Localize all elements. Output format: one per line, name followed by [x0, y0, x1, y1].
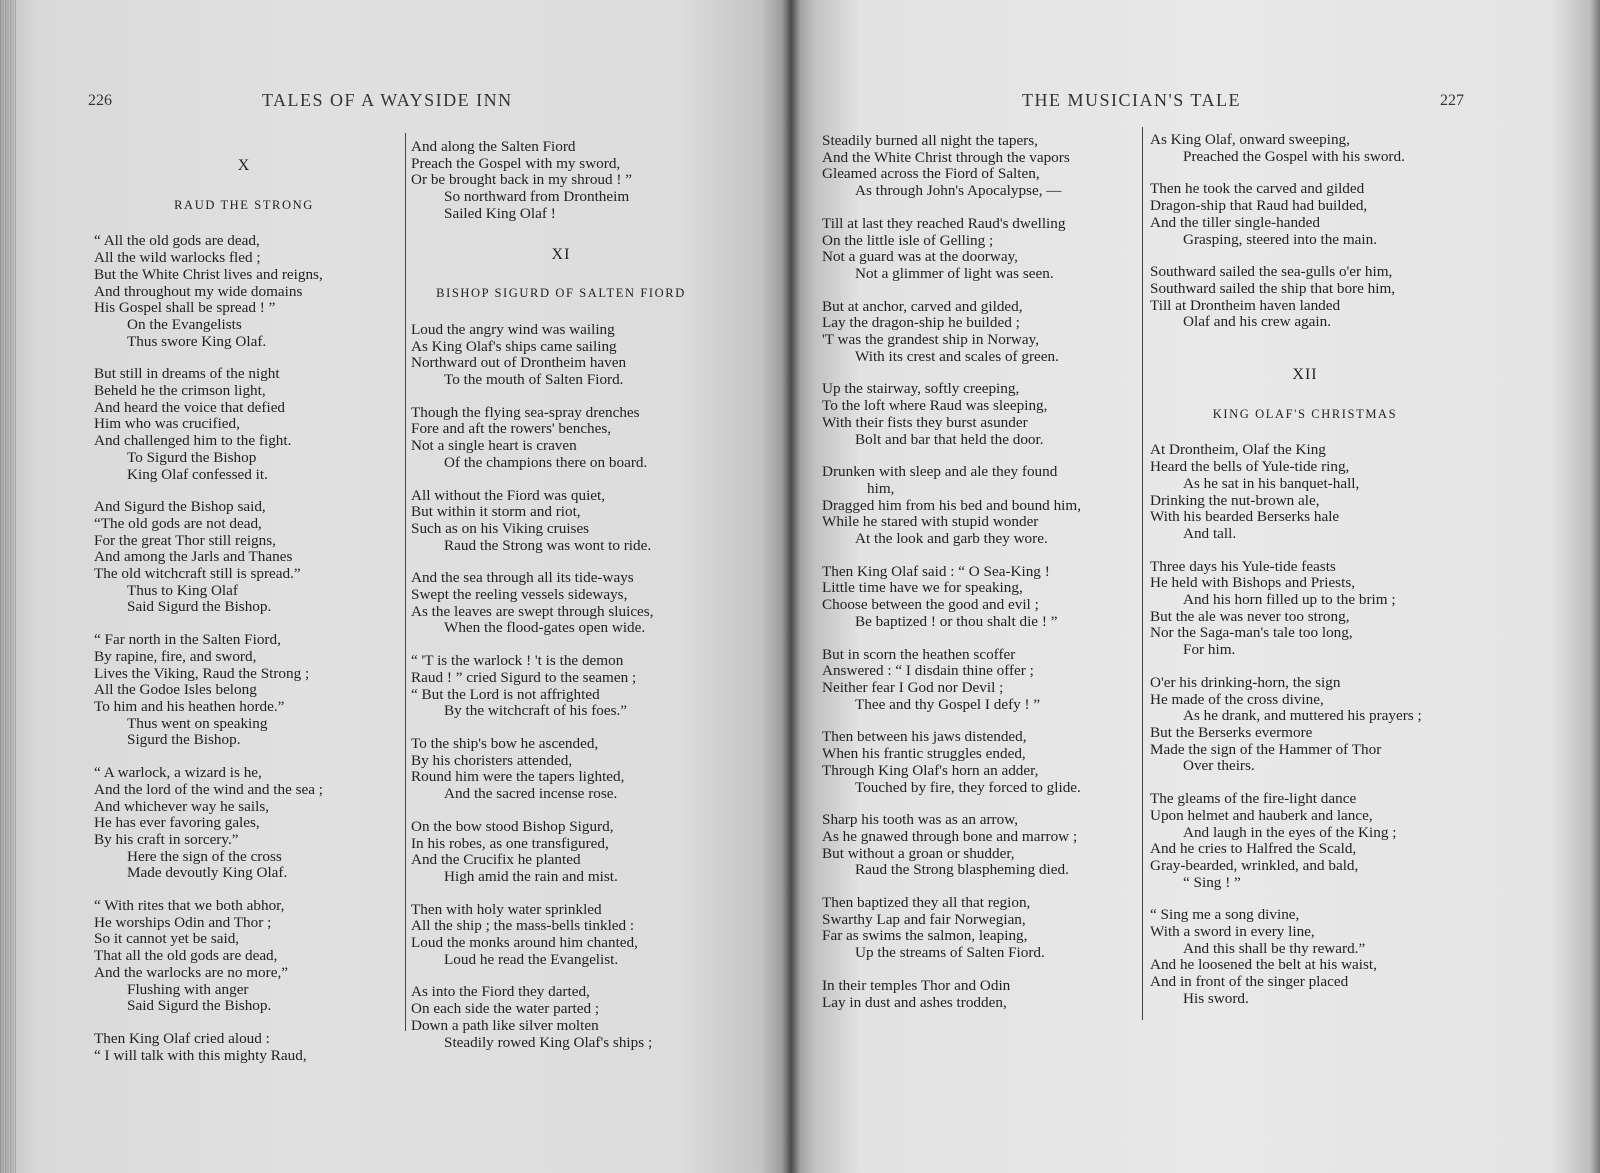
verse-line: As King Olaf's ships came sailing — [411, 337, 617, 355]
stanza — [411, 570, 711, 637]
verse-line: To the ship's bow he ascended, — [411, 734, 599, 752]
verse-line: And the sea through all its tide-ways — [411, 569, 634, 587]
verse-line: As into the Fiord they darted, — [411, 983, 590, 1001]
verse-line: Bolt and bar that held the door. — [855, 430, 1044, 448]
verse-line: Or be brought back in my shroud ! ” — [411, 171, 633, 189]
verse-line: Far as swims the salmon, leaping, — [822, 927, 1028, 945]
verse-line: The old witchcraft still is spread.” — [94, 565, 301, 583]
page-edges — [0, 0, 16, 1173]
verse-line: Then with holy water sprinkled — [411, 900, 602, 918]
verse-line: Neither fear I God nor Devil ; — [822, 678, 1004, 696]
verse-line: His sword. — [1183, 989, 1249, 1007]
stanza — [1150, 791, 1460, 891]
verse-line: By the witchcraft of his foes.” — [444, 702, 628, 720]
verse-line: And tall. — [1183, 524, 1237, 542]
verse-line: And challenged him to the fight. — [94, 432, 292, 450]
stanza — [1150, 264, 1460, 331]
stanza — [94, 233, 394, 350]
verse-line: Said Sigurd the Bishop. — [127, 997, 272, 1015]
stanza — [94, 1031, 394, 1064]
verse-line: Preach the Gospel with my sword, — [411, 154, 621, 172]
verse-line: Three days his Yule-tide feasts — [1150, 557, 1336, 575]
stanza — [94, 499, 394, 616]
verse-line: But the White Christ lives and reigns, — [94, 265, 323, 283]
verse-line: Thus to King Olaf — [127, 581, 238, 599]
verse-line: Gray-bearded, wrinkled, and bald, — [1150, 856, 1359, 874]
verse-line: To the mouth of Salten Fiord. — [444, 371, 624, 389]
verse-line: And the sacred incense rose. — [444, 785, 618, 803]
verse-line: And whichever way he sails, — [94, 797, 270, 815]
verse-line: By rapine, fire, and sword, — [94, 647, 257, 665]
verse-line: To Sigurd the Bishop — [127, 448, 257, 466]
verse-line: “ Far north in the Salten Fiord, — [94, 631, 281, 649]
right-column-rule — [1142, 127, 1143, 1020]
verse-line: And the tiller single-handed — [1150, 213, 1320, 231]
verse-line: And along the Salten Fiord — [411, 138, 576, 155]
verse-line: Thus swore King Olaf. — [127, 332, 267, 350]
verse-line: Made devoutly King Olaf. — [127, 864, 288, 882]
verse-line: Choose between the good and evil ; — [822, 596, 1039, 614]
section-title-king-olafs-christmas: KING OLAF'S CHRISTMAS — [1212, 406, 1398, 421]
stanza — [411, 488, 711, 555]
verse-line: He worships Odin and Thor ; — [94, 913, 272, 931]
verse-line: And this shall be thy reward.” — [1183, 939, 1366, 957]
verse-line: To him and his heathen horde.” — [94, 697, 285, 715]
section-numeral-xi: XI — [551, 245, 571, 263]
verse-line: High amid the rain and mist. — [444, 867, 618, 885]
stanza — [1150, 559, 1460, 659]
verse-line: Not a guard was at the doorway, — [822, 248, 1018, 266]
verse-line: Southward sailed the ship that bore him, — [1150, 279, 1396, 297]
verse-line: On each side the water parted ; — [411, 1000, 600, 1018]
right-column-1 — [822, 133, 1142, 1027]
verse-line: So it cannot yet be said, — [94, 930, 240, 948]
stanza — [822, 216, 1142, 283]
verse-line: Made the sign of the Hammer of Thor — [1150, 740, 1382, 758]
verse-line: With a sword in every line, — [1150, 923, 1315, 941]
verse-line: And the Crucifix he planted — [411, 851, 581, 869]
verse-line: Touched by fire, they forced to glide. — [855, 778, 1081, 796]
stanza — [822, 895, 1142, 962]
left-page — [0, 0, 790, 1173]
verse-line: “ I will talk with this mighty Raud, — [94, 1046, 307, 1064]
verse-line: As through John's Apocalypse, — — [855, 182, 1062, 200]
verse-line: As he gnawed through bone and marrow ; — [822, 827, 1078, 845]
verse-line: Then between his jaws distended, — [822, 728, 1027, 746]
verse-line: With their fists they burst asunder — [822, 413, 1028, 431]
verse-line: When his frantic struggles ended, — [822, 745, 1026, 763]
verse-line: “ But the Lord is not affrighted — [411, 685, 600, 703]
verse-line: Preached the Gospel with his sword. — [1183, 147, 1405, 165]
verse-line: Loud he read the Evangelist. — [444, 950, 619, 968]
right-page-number: 227 — [1440, 92, 1464, 109]
left-running-head: TALES OF A WAYSIDE INN — [262, 90, 513, 110]
verse-line: In his robes, as one transfigured, — [411, 834, 609, 852]
verse-line: Till at last they reached Raud's dwelling — [822, 214, 1066, 232]
verse-line: But the ale was never too strong, — [1150, 607, 1350, 625]
verse-line: All without the Fiord was quiet, — [411, 486, 606, 504]
verse-line: Through King Olaf's horn an adder, — [822, 761, 1039, 779]
verse-line: Round him were the tapers lighted, — [411, 768, 625, 786]
verse-line: him, — [867, 479, 895, 497]
verse-line: But within it storm and riot, — [411, 503, 581, 521]
verse-line: And throughout my wide domains — [94, 282, 303, 300]
verse-line: And among the Jarls and Thanes — [94, 548, 293, 566]
stanza — [411, 405, 711, 472]
stanza — [1150, 675, 1460, 775]
stanza — [822, 647, 1142, 714]
verse-line: But without a groan or shudder, — [822, 844, 1015, 862]
verse-line: And in front of the singer placed — [1150, 973, 1349, 991]
verse-line: Southward sailed the sea-gulls o'er him, — [1150, 263, 1393, 281]
verse-line: And heard the voice that defied — [94, 398, 286, 416]
verse-line: He has ever favoring gales, — [94, 814, 260, 832]
verse-line: And laugh in the eyes of the King ; — [1183, 823, 1397, 841]
verse-line: At the look and garb they wore. — [855, 530, 1048, 548]
left-column-rule — [405, 133, 406, 1031]
verse-line: As he sat in his banquet-hall, — [1183, 474, 1360, 492]
verse-line: Not a glimmer of light was seen. — [855, 264, 1054, 282]
verse-line: All the wild warlocks fled ; — [94, 249, 261, 267]
verse-line: When the flood-gates open wide. — [444, 619, 646, 637]
verse-line: Swarthy Lap and fair Norwegian, — [822, 910, 1026, 928]
verse-line: That all the old gods are dead, — [94, 947, 278, 965]
verse-line: Nor the Saga-man's tale too long, — [1150, 624, 1353, 642]
stanza — [822, 729, 1142, 796]
verse-line: Grasping, steered into the main. — [1183, 230, 1378, 248]
stanza — [822, 812, 1142, 879]
verse-line: Drunken with sleep and ale they found — [822, 463, 1058, 481]
verse-line: “ With rites that we both abhor, — [94, 897, 285, 915]
verse-line: “The old gods are not dead, — [94, 514, 262, 532]
verse-line: Dragon-ship that Raud had builded, — [1150, 197, 1368, 215]
verse-line: But at anchor, carved and gilded, — [822, 297, 1023, 315]
verse-line: All the Godoe Isles belong — [94, 681, 257, 699]
right-column-2 — [1150, 132, 1460, 1024]
verse-line: And the warlocks are no more,” — [94, 963, 288, 981]
verse-line: On the little isle of Gelling ; — [822, 231, 994, 249]
verse-line: Sharp his tooth was as an arrow, — [822, 811, 1018, 829]
stanza — [94, 765, 394, 882]
verse-line: 'T was the grandest ship in Norway, — [822, 331, 1040, 349]
verse-line: Flushing with anger — [127, 980, 249, 998]
verse-line: Beheld he the crimson light, — [94, 382, 266, 400]
verse-line: His Gospel shall be spread ! ” — [94, 299, 276, 317]
stanza — [1150, 907, 1460, 1007]
verse-line: Steadily rowed King Olaf's ships ; — [444, 1033, 653, 1051]
verse-line: Then King Olaf said : “ O Sea-King ! — [822, 562, 1050, 580]
section-title-bishop-sigurd: BISHOP SIGURD OF SALTEN FIORD — [436, 286, 686, 301]
verse-line: “ Sing me a song divine, — [1150, 906, 1300, 924]
verse-line: Of the champions there on board. — [444, 453, 648, 471]
verse-line: In their temples Thor and Odin — [822, 976, 1011, 994]
stanza — [94, 632, 394, 749]
verse-line: He held with Bishops and Priests, — [1150, 574, 1356, 592]
stanza — [822, 464, 1142, 548]
verse-line: Loud the monks around him chanted, — [411, 934, 638, 952]
verse-line: Up the stairway, softly creeping, — [822, 380, 1020, 398]
verse-line: Gleamed across the Fiord of Salten, — [822, 165, 1040, 183]
stanza — [94, 898, 394, 1015]
stanza — [411, 139, 711, 223]
verse-line: With its crest and scales of green. — [855, 347, 1059, 365]
verse-line: Not a single heart is craven — [411, 437, 577, 455]
verse-line: On the Evangelists — [127, 315, 242, 333]
verse-line: “ All the old gods are dead, — [94, 232, 260, 250]
verse-line: Over theirs. — [1183, 757, 1255, 775]
stanza — [411, 902, 711, 969]
stanza — [411, 653, 711, 720]
verse-line: Loud the angry wind was wailing — [411, 320, 615, 338]
verse-line: Raud the Strong blaspheming died. — [855, 861, 1069, 879]
verse-line: Till at Drontheim haven landed — [1150, 296, 1341, 314]
verse-line: Then King Olaf cried aloud : — [94, 1029, 270, 1047]
stanza — [822, 299, 1142, 366]
verse-line: But the Berserks evermore — [1150, 723, 1313, 741]
verse-line: Then baptized they all that region, — [822, 894, 1031, 912]
verse-line: And the lord of the wind and the sea ; — [94, 780, 324, 798]
stanza — [94, 366, 394, 483]
verse-line: Thus went on speaking — [127, 714, 268, 732]
verse-line: Sigurd the Bishop. — [127, 731, 241, 749]
verse-line: Said Sigurd the Bishop. — [127, 598, 272, 616]
stanza — [411, 736, 711, 803]
verse-line: “ 'T is the warlock ! 't is the demon — [411, 652, 624, 670]
verse-line: Lives the Viking, Raud the Strong ; — [94, 664, 310, 682]
verse-line: Lay the dragon-ship he builded ; — [822, 314, 1020, 332]
stanza — [411, 322, 711, 389]
verse-line: But still in dreams of the night — [94, 365, 280, 383]
verse-line: And he loosened the belt at his waist, — [1150, 956, 1377, 974]
verse-line: For him. — [1183, 641, 1236, 659]
right-page — [790, 0, 1600, 1173]
verse-line: Thee and thy Gospel I defy ! ” — [855, 695, 1041, 713]
verse-line: As King Olaf, onward sweeping, — [1150, 131, 1350, 148]
verse-line: While he stared with stupid wonder — [822, 513, 1039, 531]
verse-line: “ Sing ! ” — [1183, 873, 1241, 891]
verse-line: Steadily burned all night the tapers, — [822, 132, 1038, 149]
stanza — [411, 819, 711, 886]
verse-line: Him who was crucified, — [94, 415, 240, 433]
verse-line: Down a path like silver molten — [411, 1016, 599, 1034]
verse-line: Up the streams of Salten Fiord. — [855, 944, 1045, 962]
verse-line: Raud ! ” cried Sigurd to the seamen ; — [411, 668, 637, 686]
stanza — [822, 381, 1142, 448]
right-running-head: THE MUSICIAN'S TALE — [1022, 90, 1241, 110]
verse-line: Answered : “ I disdain thine offer ; — [822, 662, 1034, 680]
left-column-2 — [411, 139, 711, 1067]
verse-line: On the bow stood Bishop Sigurd, — [411, 817, 614, 835]
verse-line: O'er his drinking-horn, the sign — [1150, 673, 1341, 691]
section-numeral-xii: XII — [1292, 366, 1318, 384]
left-page-number: 226 — [88, 92, 112, 109]
verse-line: Raud the Strong was wont to ride. — [444, 536, 652, 554]
verse-line: Lay in dust and ashes trodden, — [822, 993, 1007, 1011]
left-column-1 — [94, 158, 394, 1080]
stanza — [1150, 181, 1460, 248]
verse-line: Fore and aft the rowers' benches, — [411, 420, 612, 438]
verse-line: So northward from Drontheim — [444, 188, 630, 206]
verse-line: And Sigurd the Bishop said, — [94, 498, 266, 516]
stanza — [822, 133, 1142, 200]
verse-line: And he cries to Halfred the Scald, — [1150, 840, 1357, 858]
verse-line: And his horn filled up to the brim ; — [1183, 591, 1396, 609]
stanza — [1150, 442, 1460, 542]
stanza — [822, 978, 1142, 1011]
stanza — [822, 564, 1142, 631]
verse-line: Dragged him from his bed and bound him, — [822, 496, 1081, 514]
verse-line: All the ship ; the mass-bells tinkled : — [411, 917, 635, 935]
verse-line: Here the sign of the cross — [127, 847, 282, 865]
stanza — [1150, 132, 1460, 165]
verse-line: To the loft where Raud was sleeping, — [822, 397, 1048, 415]
verse-line: As he drank, and muttered his prayers ; — [1183, 707, 1422, 725]
verse-line: “ A warlock, a wizard is he, — [94, 764, 262, 782]
verse-line: Little time have we for speaking, — [822, 579, 1023, 597]
verse-line: Olaf and his crew again. — [1183, 313, 1332, 331]
section-numeral-x: X — [237, 157, 251, 174]
verse-line: By his choristers attended, — [411, 751, 573, 769]
verse-line: Swept the reeling vessels sideways, — [411, 586, 628, 604]
verse-line: King Olaf confessed it. — [127, 465, 268, 483]
section-title-raud-the-strong: RAUD THE STRONG — [174, 197, 314, 212]
verse-line: Though the flying sea-spray drenches — [411, 403, 640, 421]
verse-line: Heard the bells of Yule-tide ring, — [1150, 458, 1350, 476]
verse-line: Northward out of Drontheim haven — [411, 354, 627, 372]
verse-line: For the great Thor still reigns, — [94, 531, 276, 549]
verse-line: With his bearded Berserks hale — [1150, 508, 1340, 526]
verse-line: Be baptized ! or thou shalt die ! ” — [855, 612, 1058, 630]
stanza — [411, 984, 711, 1051]
verse-line: By his craft in sorcery.” — [94, 830, 239, 848]
verse-line: At Drontheim, Olaf the King — [1150, 441, 1326, 459]
verse-line: He made of the cross divine, — [1150, 690, 1324, 708]
verse-line: Sailed King Olaf ! — [444, 204, 556, 222]
verse-line: And the White Christ through the vapors — [822, 148, 1070, 166]
verse-line: Upon helmet and hauberk and lance, — [1150, 806, 1373, 824]
verse-line: As the leaves are swept through sluices, — [411, 602, 654, 620]
verse-line: Then he took the carved and gilded — [1150, 180, 1365, 198]
verse-line: Such as on his Viking cruises — [411, 519, 590, 537]
verse-line: Drinking the nut-brown ale, — [1150, 491, 1320, 509]
book-spine-gutter — [782, 0, 800, 1173]
verse-line: The gleams of the fire-light dance — [1150, 790, 1357, 808]
verse-line: But in scorn the heathen scoffer — [822, 645, 1016, 663]
